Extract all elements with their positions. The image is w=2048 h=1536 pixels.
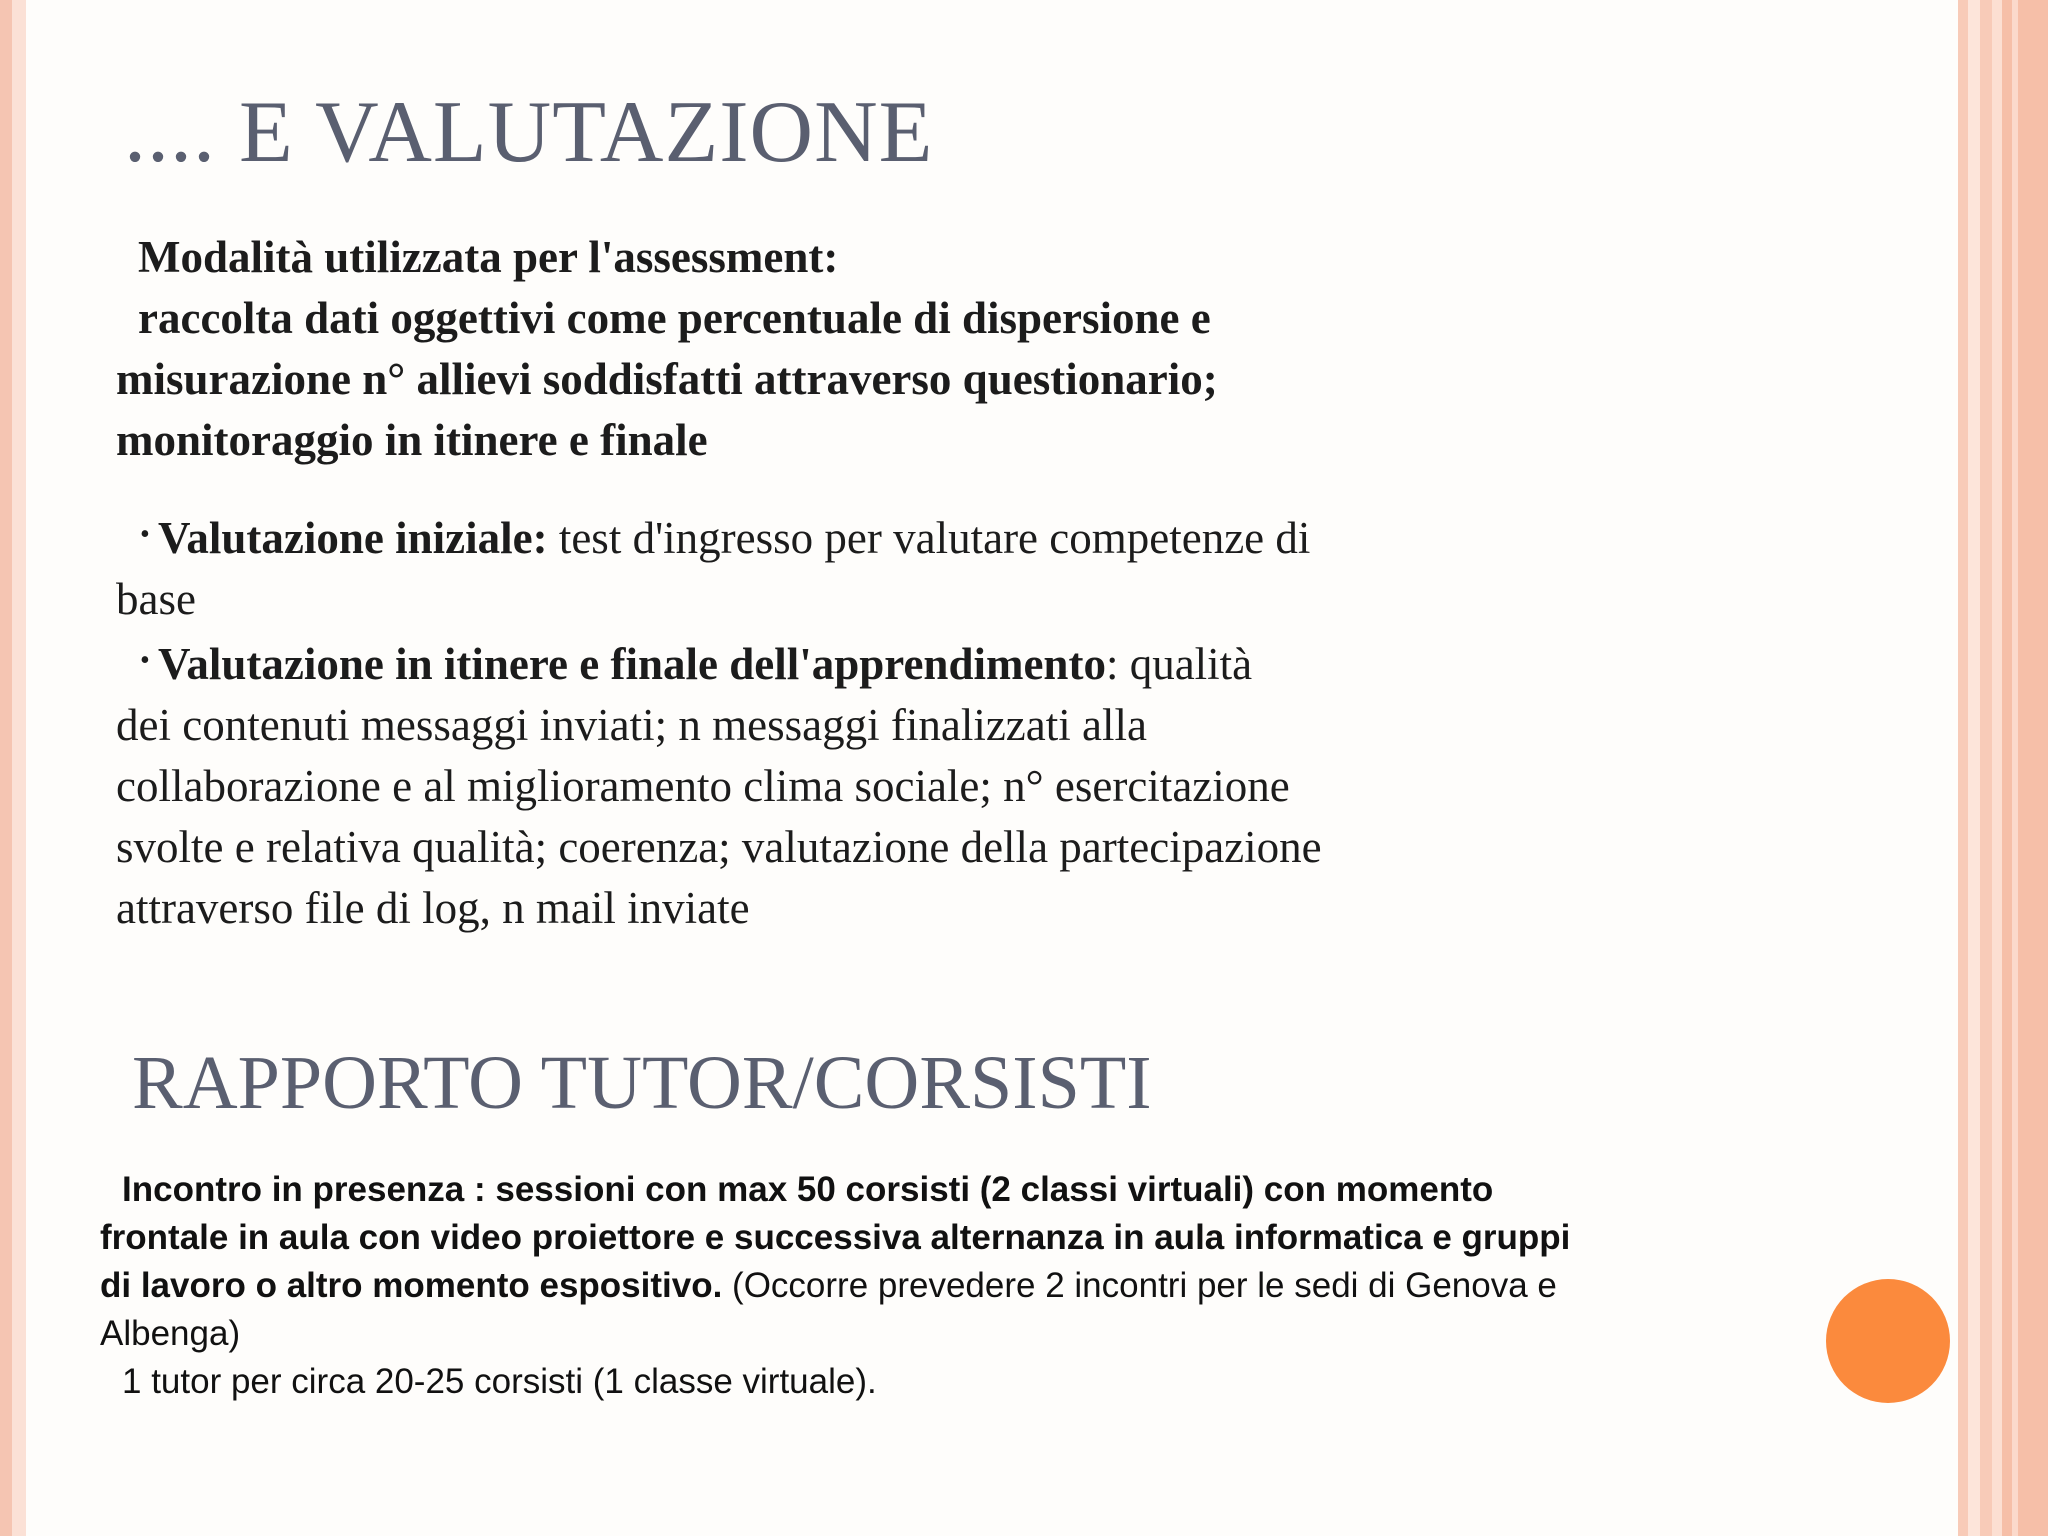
assessment-line: raccolta dati oggettivi come percentuale di dispersione e [138,293,1211,343]
evaluation-item-text: attraverso file di log, n mail inviate [116,883,750,933]
assessment-line: Modalità utilizzata per l'assessment: [138,232,839,282]
tutor-line [100,1166,1800,1214]
evaluation-item-label: Valutazione in itinere e finale dell'apprendimento [158,639,1106,689]
section-subtitle: RAPPORTO TUTOR/CORSISTI [132,1041,1152,1125]
evaluation-item-text: test d'ingresso per valutare competenze di [547,513,1311,563]
tutor-line: 1 tutor per circa 20-25 corsisti (1 classe virtuale). [122,1362,877,1401]
evaluation-item-text: base [116,574,196,624]
left-border-stripe-light [12,0,26,1536]
evaluation-item-label: Valutazione iniziale: [158,513,548,563]
tutor-line-bold: di lavoro o altro momento espositivo. [100,1266,723,1305]
right-border-stripe-4 [1992,0,2002,1536]
evaluation-item-final [116,630,1756,695]
evaluation-list [116,504,1756,939]
tutor-line-normal: (Occorre prevedere 2 incontri per le sedi di Genova e [722,1266,1557,1305]
bullet-icon: • [140,519,150,550]
evaluation-item-text: collaborazione e al miglioramento clima sociale; n° esercitazione [116,761,1290,811]
evaluation-item-text: dei contenuti messaggi inviati; n messaggi finalizzati alla [116,700,1147,750]
tutor-line [100,1262,1800,1310]
tutor-line [100,1214,1800,1262]
tutor-line-bold: Incontro in presenza : sessioni con max 50 corsisti (2 classi virtuali) con momento [122,1170,1494,1209]
evaluation-item-text: svolte e relativa qualità; coerenza; valutazione della partecipazione [116,822,1322,872]
right-border-stripe-2 [1968,0,1980,1536]
assessment-line: monitoraggio in itinere e finale [116,415,708,465]
right-border-stripe-3 [1980,0,1992,1536]
right-border-stripe-1 [1958,0,1968,1536]
tutor-line: Albenga) [100,1314,241,1353]
assessment-line: misurazione n° allievi soddisfatti attraverso questionario; [116,354,1218,404]
tutor-line-bold: frontale in aula con video proiettore e successiva alternanza in aula informatica e gruppi [100,1218,1571,1257]
right-border-stripe-6 [2012,0,2018,1536]
tutor-paragraph [100,1166,1800,1406]
evaluation-item-text: : qualità [1105,639,1253,689]
decorative-circle [1826,1279,1950,1403]
bullet-icon: • [140,645,150,676]
left-border-stripe [0,0,12,1536]
right-border-stripe-5 [2002,0,2048,1536]
evaluation-item-initial [116,504,1756,569]
slide-title: .... E VALUTAZIONE [124,84,934,181]
assessment-paragraph [116,227,1756,471]
